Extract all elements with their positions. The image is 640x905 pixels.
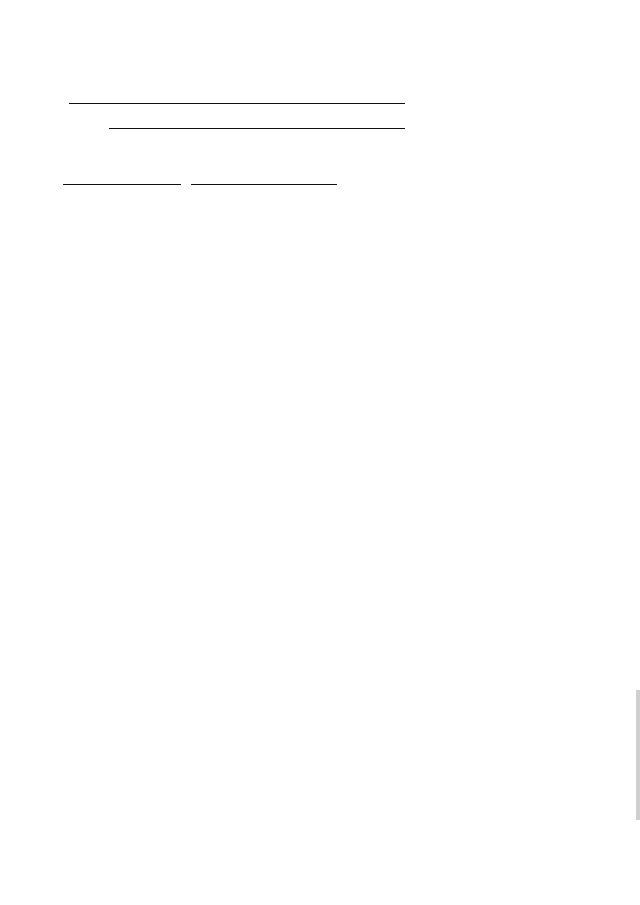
paragraph-15-notes (63, 190, 612, 230)
thematic-plan-blank (109, 115, 405, 129)
features-blank (191, 171, 337, 185)
program-material-blank (69, 90, 405, 104)
scan-edge-shadow (636, 690, 640, 820)
document-body (63, 58, 612, 230)
sport-name-blank (63, 171, 181, 185)
paragraph-14 (63, 115, 612, 134)
paragraph-15-line2 (63, 171, 612, 190)
paragraph-13-line2 (63, 90, 612, 109)
